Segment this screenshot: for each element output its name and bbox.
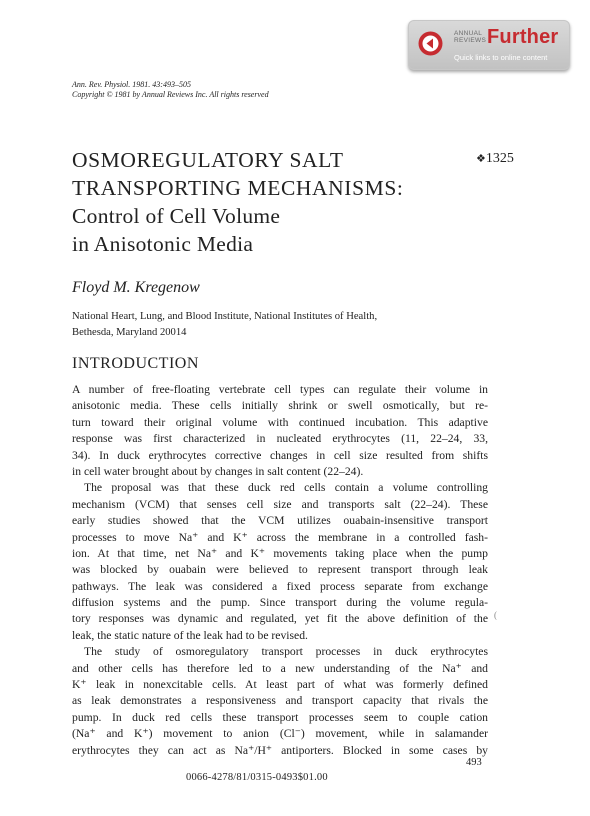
body-text: [72, 382, 488, 759]
body-line: pump. In duck red cells these transport processes seem to couple cation: [72, 710, 488, 724]
body-line: 34). In duck erythrocytes corrective changes in cell size resulted from shifts: [72, 448, 488, 462]
affiliation-line-2: Bethesda, Maryland 20014: [72, 326, 187, 338]
scan-mark: (: [494, 610, 497, 620]
title-line-1: OSMOREGULATORY SALT: [72, 148, 344, 172]
title-line-3: Control of Cell Volume: [72, 204, 281, 228]
body-line: A number of free-floating vertebrate cell types can regulate their volume in: [72, 383, 488, 396]
citation-copyright-line: Copyright © 1981 by Annual Reviews Inc. All rights reserved: [72, 90, 269, 99]
badge-panel: [409, 21, 569, 69]
body-line: anisotonic media. These cells initially shrink or swell osmotically, but re-: [72, 399, 488, 413]
body-line: leak, the static nature of the leak had to be revised.: [72, 628, 308, 642]
body-line: early studies showed that the VCM utilizes ouabain-insensitive transport: [72, 514, 488, 528]
body-line: (Na⁺ and K⁺) movement to anion (Cl⁻) movement, while in salamander: [72, 727, 488, 741]
body-line: in cell water brought about by changes in salt content (22–24).: [72, 464, 364, 478]
body-line: response was first characterized in nucleated erythrocytes (11, 22–24, 33,: [72, 432, 488, 446]
body-line: was blocked by ouabain were believed to represent transport through leak: [72, 563, 488, 577]
badge-subtitle: Quick links to online content: [454, 53, 548, 62]
body-line: as leak demonstrates a responsiveness and transport capacity that rivals the: [72, 694, 488, 708]
body-line: The proposal was that these duck red cells contain a volume controlling: [84, 481, 488, 495]
page-number: 493: [466, 757, 482, 768]
section-heading: INTRODUCTION: [72, 355, 199, 372]
body-line: turn toward their original volume with continued incubation. This adaptive: [72, 415, 488, 429]
badge-publisher-label: ANNUAL REVIEWS: [454, 30, 487, 44]
body-line: tory responses was dynamic and regulated, yet fit the above definition of the: [72, 612, 488, 626]
diamond-icon: ❖: [476, 153, 486, 165]
affiliation-line-1: National Heart, Lung, and Blood Institute, National Institutes of Health,: [72, 311, 378, 322]
body-line: diffusion systems and the pump. Since transport during the volume regula-: [72, 596, 488, 610]
title-line-4: in Anisotonic Media: [72, 232, 254, 256]
author-affiliation: [72, 309, 377, 340]
body-line: erythrocytes they can act as Na⁺/H⁺ antiporters. Blocked in some cases by: [72, 743, 488, 757]
title-line-2: TRANSPORTING MECHANISMS:: [72, 176, 404, 200]
citation-journal-line: Ann. Rev. Physiol. 1981. 43:493–505: [72, 80, 191, 89]
body-line: pathways. The leak was considered a fixed process separate from exchange: [72, 579, 488, 593]
document-number: [476, 151, 514, 167]
body-line: processes to move Na⁺ and K⁺ across the membrane in a controlled fash-: [72, 530, 488, 544]
journal-citation: [72, 80, 269, 100]
footer-code: 0066-4278/81/0315-0493$01.00: [186, 772, 328, 783]
document-number-value: 1325: [485, 151, 514, 166]
annual-reviews-further-badge[interactable]: [408, 20, 570, 70]
body-line: and other cells has therefore led to a new understanding of the Na⁺ and: [72, 661, 488, 675]
play-circle-icon: [418, 31, 443, 56]
body-line: ion. At that time, net Na⁺ and K⁺ movements taking place when the pump: [72, 546, 488, 560]
body-line: The study of osmoregulatory transport processes in duck erythrocytes: [84, 645, 488, 659]
body-line: K⁺ leak in nonexcitable cells. At least part of what was formerly defined: [72, 678, 488, 692]
badge-further-word: Further: [487, 26, 559, 48]
author-name: Floyd M. Kregenow: [72, 279, 200, 296]
body-line: mechanism (VCM) that senses cell size and transports salt (22–24). These: [72, 497, 488, 511]
article-title: [72, 146, 403, 258]
